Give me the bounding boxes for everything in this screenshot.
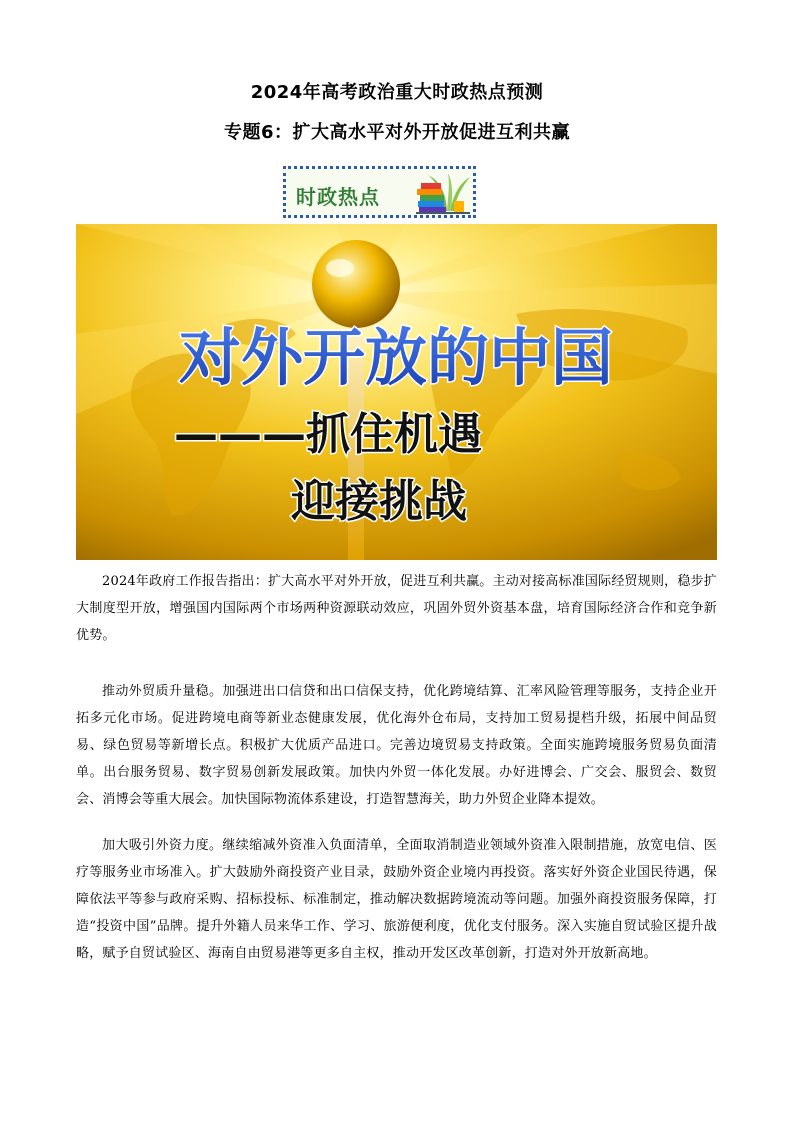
document-title: 2024年高考政治重大时政热点预测 — [250, 82, 544, 103]
banner-line-2: ———抓住机遇 — [174, 409, 482, 460]
paragraph-intro: 2024年政府工作报告指出：扩大高水平对外开放，促进互利共赢。主动对接高标准国际经贸规则，稳步扩大制度型开放，增强国内国际两个市场两种资源联动效应，巩固外贸外资基本盘，培育国际经济合作和竞争新优势。 — [76, 574, 717, 643]
banner-line-3: 迎接挑战 — [291, 476, 467, 527]
hot-topic-badge — [283, 166, 476, 218]
books-plant-icon — [414, 171, 472, 215]
banner-headline: 对外开放的中国 — [178, 321, 614, 394]
paragraph-foreign-investment: 加大吸引外资力度。继续缩减外资准入负面清单，全面取消制造业领域外资准入限制措施，放宽电信、医疗等服务业市场准入。扩大鼓励外商投资产业目录，鼓励外资企业境内再投资。落实好外资企业国民待遇，保障依法平等参与政府采购、招标投标、标准制定，推动解决数据跨境流动等问题。加强外商投资服务保障，打造“投资中国”品牌。提升外籍人员来华工作、学习、旅游便利度，优化支付服务。深入实施自贸试验区提升战略，赋予自贸试验区、海南自由贸易港等更多自主权，推动开发区改革创新，打造对外开放新高地。 — [76, 838, 717, 961]
banner-image — [76, 224, 717, 560]
badge-label: 时政热点 — [296, 185, 380, 209]
document-subtitle: 专题6：扩大高水平对外开放促进互利共赢 — [223, 122, 571, 143]
banner-graphic — [76, 224, 717, 560]
paragraph-foreign-trade: 推动外贸质升量稳。加强进出口信贷和出口信保支持，优化跨境结算、汇率风险管理等服务，支持企业开拓多元化市场。促进跨境电商等新业态健康发展，优化海外仓布局，支持加工贸易提档升级，拓展中间品贸易、绿色贸易等新增长点。积极扩大优质产品进口。完善边境贸易支持政策。全面实施跨境服务贸易负面清单。出台服务贸易、数字贸易创新发展政策。加快内外贸一体化发展。办好进博会、广交会、服贸会、数贸会、消博会等重大展会。加快国际物流体系建设，打造智慧海关，助力外贸企业降本提效。 — [76, 684, 717, 807]
